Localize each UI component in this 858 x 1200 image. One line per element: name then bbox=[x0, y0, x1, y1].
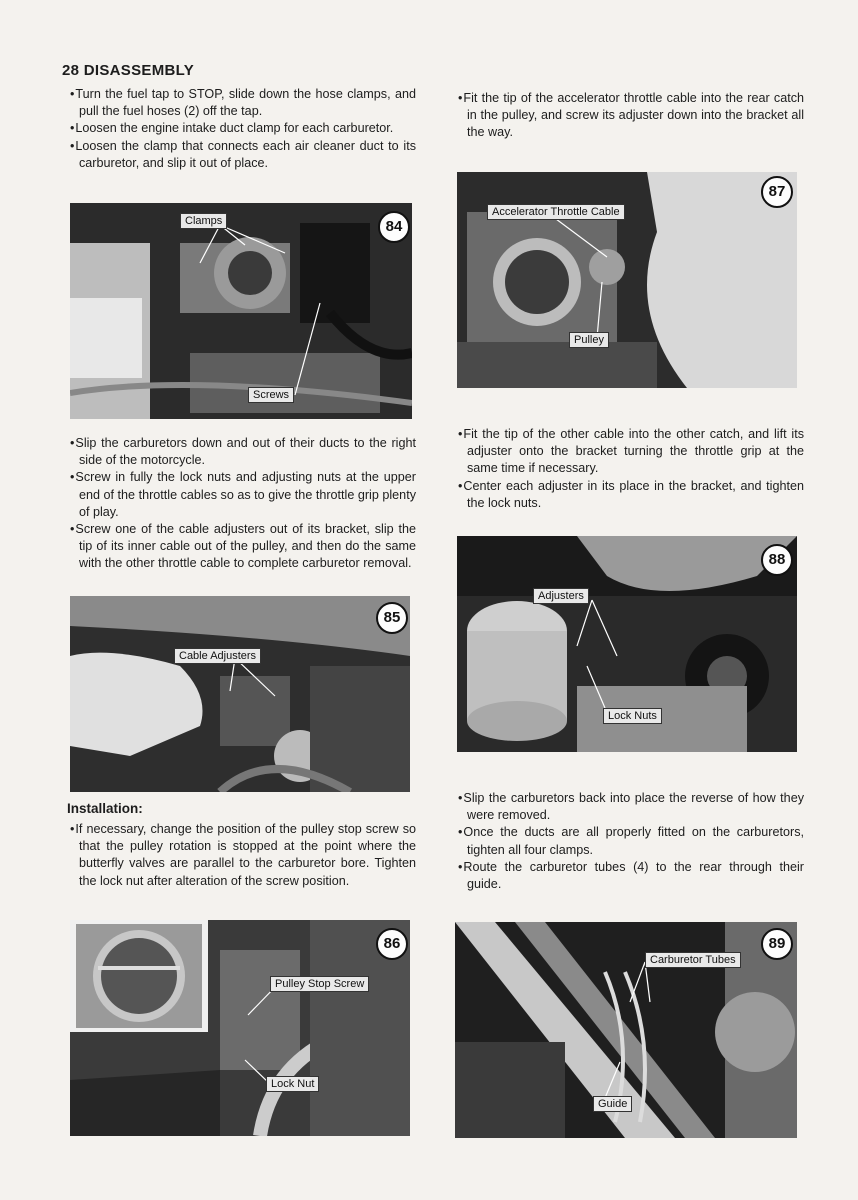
figure-88-photo bbox=[457, 536, 797, 752]
right-lower-text bbox=[458, 790, 804, 893]
left-middle-text bbox=[70, 435, 416, 573]
instruction-item: • Loosen the clamp that connects each air cleaner duct to its carburetor, and slip it out of place. bbox=[70, 138, 416, 172]
instruction-item: • Center each adjuster in its place in the bracket, and tighten the lock nuts. bbox=[458, 478, 804, 512]
label-lock-nut: Lock Nut bbox=[266, 1076, 319, 1092]
figure-number: 89 bbox=[761, 928, 793, 960]
label-pulley: Pulley bbox=[569, 332, 609, 348]
figure-number: 88 bbox=[761, 544, 793, 576]
installation-text bbox=[70, 821, 416, 890]
label-carburetor-tubes: Carburetor Tubes bbox=[645, 952, 741, 968]
label-pulley-stop-screw: Pulley Stop Screw bbox=[270, 976, 369, 992]
label-accelerator-throttle-cable: Accelerator Throttle Cable bbox=[487, 204, 625, 220]
instruction-item: • Once the ducts are all properly fitted on the carburetors, tighten all four clamps. bbox=[458, 824, 804, 858]
label-lock-nuts: Lock Nuts bbox=[603, 708, 662, 724]
instruction-item: • Route the carburetor tubes (4) to the rear through their guide. bbox=[458, 859, 804, 893]
figure-number: 86 bbox=[376, 928, 408, 960]
label-screws: Screws bbox=[248, 387, 294, 403]
figure-number: 84 bbox=[378, 211, 410, 243]
instruction-item: • Fit the tip of the accelerator throttle cable into the rear catch in the pulley, and screw its adjuster down into the bracket all the way. bbox=[458, 90, 804, 142]
instruction-item: • Screw in fully the lock nuts and adjusting nuts at the upper end of the throttle cables so as to give the throttle grip plenty of play. bbox=[70, 469, 416, 521]
installation-heading: Installation: bbox=[67, 801, 143, 816]
figure-89-photo bbox=[455, 922, 797, 1138]
instruction-item: • Fit the tip of the other cable into the other catch, and lift its adjuster onto the bracket turning the throttle grip at the same time if necessary. bbox=[458, 426, 804, 478]
instruction-item: • Slip the carburetors down and out of their ducts to the right side of the motorcycle. bbox=[70, 435, 416, 469]
instruction-item: • Turn the fuel tap to STOP, slide down the hose clamps, and pull the fuel hoses (2) off the tap. bbox=[70, 86, 416, 120]
figure-85-photo bbox=[70, 596, 410, 792]
page-title: 28 DISASSEMBLY bbox=[62, 62, 195, 79]
instruction-item: • Loosen the engine intake duct clamp for each carburetor. bbox=[70, 120, 416, 137]
label-clamps: Clamps bbox=[180, 213, 227, 229]
figure-87-photo bbox=[457, 172, 797, 388]
left-intro-text bbox=[70, 86, 416, 172]
instruction-item: • If necessary, change the position of the pulley stop screw so that the pulley rotation is stopped at the point where the butterfly valves are parallel to the carburetor bore. Tighten the lock nut after alteration of the screw position. bbox=[70, 821, 416, 890]
figure-number: 87 bbox=[761, 176, 793, 208]
figure-86-photo bbox=[70, 920, 410, 1136]
label-cable-adjusters: Cable Adjusters bbox=[174, 648, 261, 664]
label-guide: Guide bbox=[593, 1096, 632, 1112]
instruction-item: • Slip the carburetors back into place the reverse of how they were removed. bbox=[458, 790, 804, 824]
instruction-item: • Screw one of the cable adjusters out of its bracket, slip the tip of its inner cable out of the pulley, and then do the same with the other throttle cable to complete carburetor removal. bbox=[70, 521, 416, 573]
figure-number: 85 bbox=[376, 602, 408, 634]
figure-84-photo bbox=[70, 203, 412, 419]
label-adjusters: Adjusters bbox=[533, 588, 589, 604]
right-intro-text bbox=[458, 90, 804, 142]
right-middle-text bbox=[458, 426, 804, 512]
